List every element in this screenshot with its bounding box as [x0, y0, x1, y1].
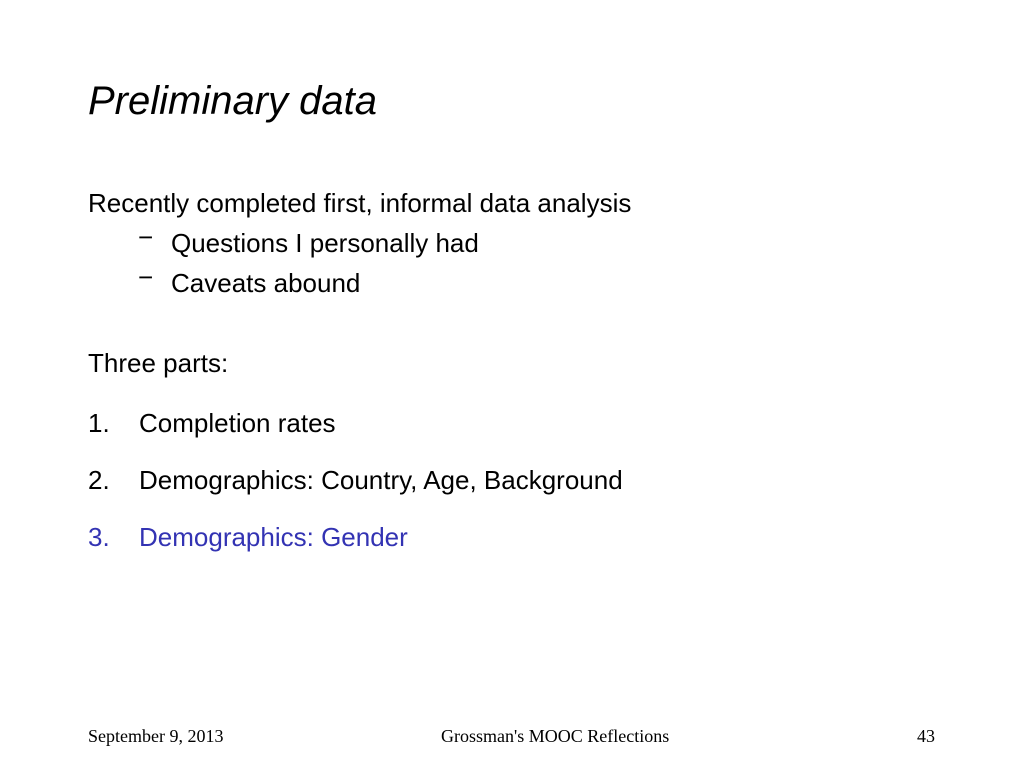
dash-bullet-icon: −: [138, 222, 154, 252]
item-number: 3.: [88, 522, 110, 552]
sub-bullet-text: Caveats abound: [171, 268, 361, 298]
numbered-item: [88, 465, 788, 495]
item-text: Completion rates: [139, 408, 336, 438]
numbered-item-highlighted: [88, 522, 788, 552]
dash-bullet-icon: −: [138, 262, 154, 292]
intro-text: Recently completed first, informal data analysis: [88, 188, 632, 218]
sub-bullet-text: Questions I personally had: [171, 228, 479, 258]
page-number: 43: [917, 726, 935, 746]
item-text: Demographics: Country, Age, Background: [139, 465, 623, 495]
footer-title: Grossman's MOOC Reflections: [441, 726, 670, 746]
parts-label: Three parts:: [88, 348, 229, 378]
footer-date: September 9, 2013: [88, 726, 224, 746]
item-number: 1.: [88, 408, 110, 438]
item-text: Demographics: Gender: [139, 522, 408, 552]
numbered-item: [88, 408, 788, 438]
item-number: 2.: [88, 465, 110, 495]
slide-title: Preliminary data: [88, 79, 378, 123]
